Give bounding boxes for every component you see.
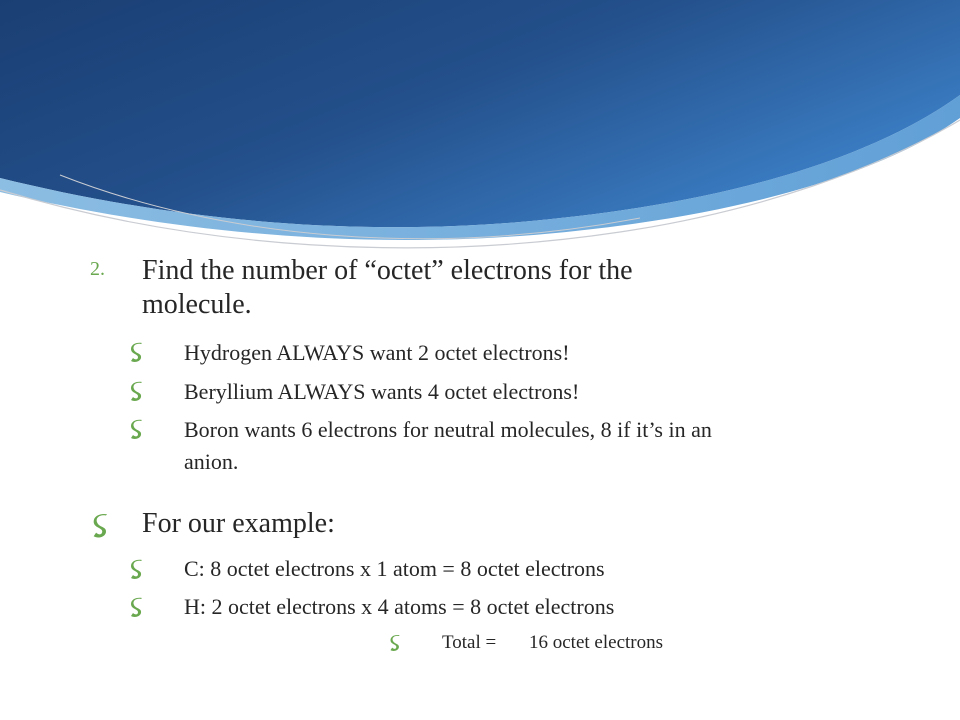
sub-bullet-hydrogen: Hydrogen ALWAYS want 2 octet electrons! xyxy=(184,340,570,365)
sub-bullet-boron-line2: anion. xyxy=(184,449,239,474)
swash-s-bullet-icon xyxy=(128,559,146,581)
swash-s-bullet-icon xyxy=(90,513,112,540)
swash-s-bullet-icon xyxy=(128,342,146,364)
example-item-hydrogen: H: 2 octet electrons x 4 atoms = 8 octet electrons xyxy=(184,594,615,619)
total-value: 16 octet electrons xyxy=(529,632,664,653)
swash-s-bullet-icon xyxy=(128,381,146,403)
list-number: 2. xyxy=(90,258,105,280)
point-2-text-line1: Find the number of “octet” electrons for the xyxy=(142,255,633,286)
point-2-text-line2: molecule. xyxy=(142,289,252,320)
swash-s-bullet-icon xyxy=(128,597,146,619)
total-label: Total = xyxy=(442,632,497,653)
example-item-carbon: C: 8 octet electrons x 1 atom = 8 octet electrons xyxy=(184,556,605,581)
sub-bullet-boron-line1: Boron wants 6 electrons for neutral molecules, 8 if it’s in an xyxy=(184,417,712,442)
example-heading: For our example: xyxy=(142,508,335,539)
sub-bullet-beryllium: Beryllium ALWAYS wants 4 octet electrons! xyxy=(184,379,580,404)
swash-s-bullet-icon xyxy=(128,419,146,441)
swash-s-bullet-icon xyxy=(388,634,403,653)
